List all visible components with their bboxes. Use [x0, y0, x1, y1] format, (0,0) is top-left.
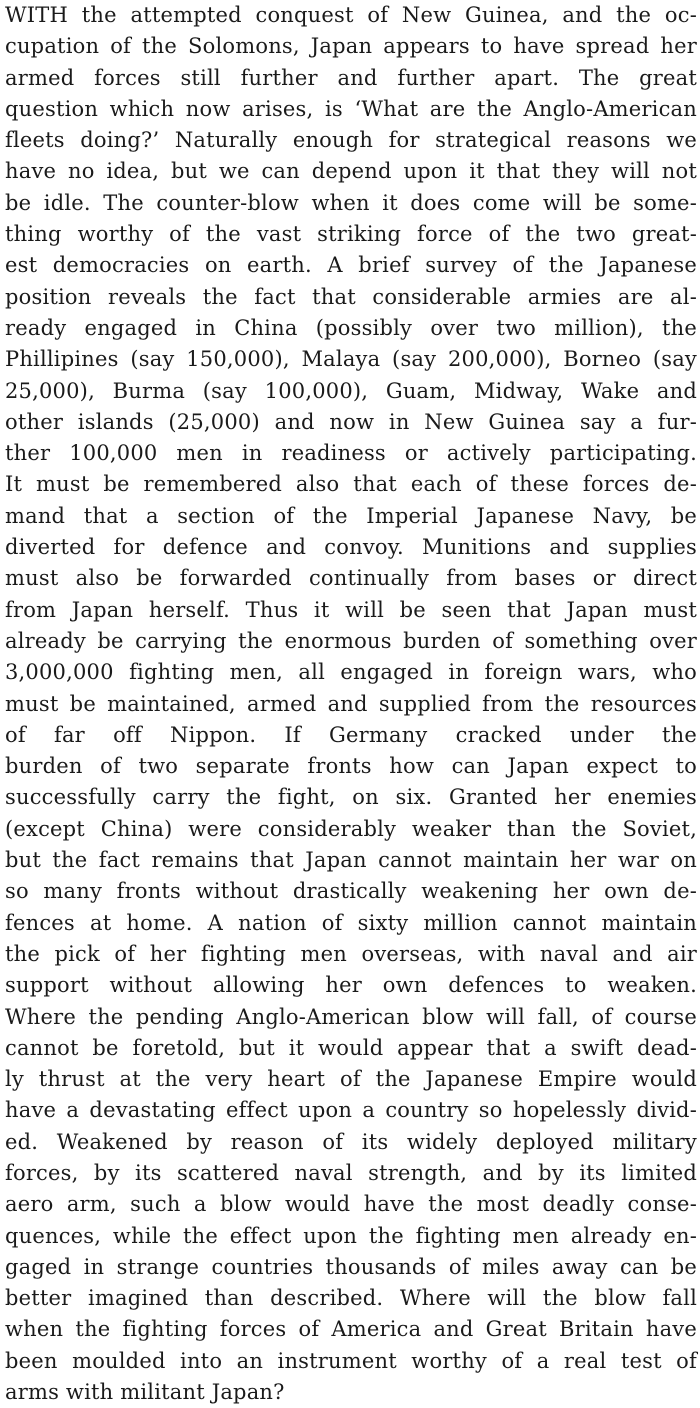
- text-line: cannot be foretold, but it would appear that a swift dead-: [5, 1035, 697, 1060]
- text-line: Where the pending Anglo-American blow will fall, of course: [5, 1004, 697, 1029]
- text-line: ly thrust at the very heart of the Japanese Empire would: [5, 1067, 697, 1092]
- text-line: fences at home. A nation of sixty million cannot maintain: [5, 910, 697, 935]
- text-line: successfully carry the fight, on six. Granted her enemies: [5, 785, 697, 810]
- text-line-last: arms with militant Japan?: [5, 1380, 285, 1405]
- text-line: forces, by its scattered naval strength, and by its limited: [5, 1160, 697, 1185]
- text-line: have no idea, but we can depend upon it that they will not: [5, 159, 697, 184]
- text-line: but the fact remains that Japan cannot maintain her war on: [5, 848, 697, 873]
- text-line: been moulded into an instrument worthy of a real test of: [5, 1348, 697, 1373]
- text-line: be idle. The counter-blow when it does come will be some-: [5, 190, 697, 215]
- text-line: ed. Weakened by reason of its widely deployed military: [5, 1129, 697, 1154]
- text-line: better imagined than described. Where will the blow fall: [5, 1286, 697, 1311]
- text-line: when the fighting forces of America and Great Britain have: [5, 1317, 697, 1342]
- text-line: question which now arises, is ‘What are the Anglo-American: [5, 96, 697, 121]
- text-line: armed forces still further and further apart. The great: [5, 65, 697, 90]
- text-line: ready engaged in China (possibly over two million), the: [5, 315, 697, 340]
- text-line: have a devastating effect upon a country so hopelessly divid-: [5, 1098, 697, 1123]
- text-line: position reveals the fact that considerable armies are al-: [5, 284, 697, 309]
- text-line: aero arm, such a blow would have the most deadly conse-: [5, 1192, 697, 1217]
- text-line: Phillipines (say 150,000), Malaya (say 200,000), Borneo (say: [5, 347, 697, 372]
- text-line: support without allowing her own defences to weaken.: [5, 973, 697, 998]
- text-line: ther 100,000 men in readiness or actively participating.: [5, 441, 697, 466]
- text-line: burden of two separate fronts how can Japan expect to: [5, 754, 697, 779]
- text-line: quences, while the effect upon the fighting men already en-: [5, 1223, 697, 1248]
- text-line: gaged in strange countries thousands of miles away can be: [5, 1254, 697, 1279]
- text-line: fleets doing?’ Naturally enough for strategical reasons we: [5, 128, 697, 153]
- text-line: already be carrying the enormous burden of something over: [5, 628, 697, 653]
- text-line: It must be remembered also that each of these forces de-: [5, 472, 697, 497]
- text-line: cupation of the Solomons, Japan appears to have spread her: [5, 34, 697, 59]
- text-line: other islands (25,000) and now in New Guinea say a fur-: [5, 409, 697, 434]
- text-line: must be maintained, armed and supplied from the resources: [5, 691, 697, 716]
- text-line: from Japan herself. Thus it will be seen that Japan must: [5, 597, 697, 622]
- text-line: 3,000,000 fighting men, all engaged in foreign wars, who: [5, 660, 697, 685]
- text-line: so many fronts without drastically weakening her own de-: [5, 879, 697, 904]
- article-body: [5, 0, 697, 1408]
- text-line: (except China) were considerably weaker than the Soviet,: [5, 816, 697, 841]
- text-line: WITH the attempted conquest of New Guinea, and the oc-: [5, 3, 697, 27]
- text-line: the pick of her fighting men overseas, with naval and air: [5, 941, 697, 966]
- text-line: mand that a section of the Imperial Japanese Navy, be: [5, 503, 697, 528]
- article-page: [5, 0, 697, 1405]
- text-line: thing worthy of the vast striking force of the two great-: [5, 222, 697, 247]
- text-line: 25,000), Burma (say 100,000), Guam, Midway, Wake and: [5, 378, 697, 403]
- text-line: of far off Nippon. If Germany cracked under the: [5, 722, 697, 747]
- text-line: diverted for defence and convoy. Munitions and supplies: [5, 535, 697, 560]
- text-line: must also be forwarded continually from bases or direct: [5, 566, 697, 591]
- text-line: est democracies on earth. A brief survey of the Japanese: [5, 253, 697, 278]
